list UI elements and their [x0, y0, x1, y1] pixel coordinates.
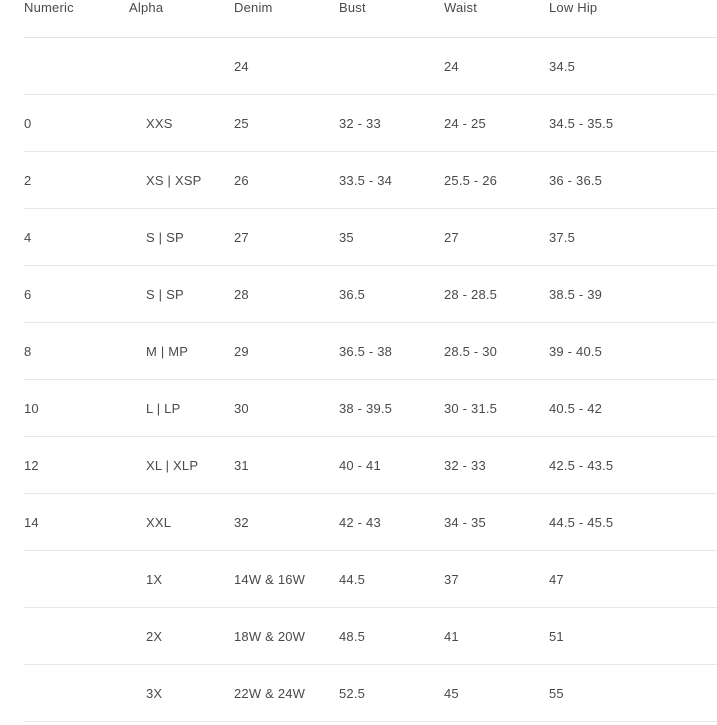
cell-alpha — [129, 665, 234, 722]
cell-text: 3X — [146, 685, 163, 701]
cell-text: 38 - 39.5 — [339, 400, 393, 416]
cell-alpha — [129, 380, 234, 437]
cell-text: 25.5 - 26 — [444, 172, 498, 188]
cell-text: 32 - 33 — [339, 115, 381, 131]
cell-text: 32 - 33 — [444, 457, 486, 473]
cell-text: 24 - 25 — [444, 115, 486, 131]
cell-text: 36.5 - 38 — [339, 343, 393, 359]
column-header-numeric: Numeric — [24, 0, 74, 15]
cell-bust — [339, 152, 444, 209]
cell-text: XL | XLP — [146, 457, 199, 473]
cell-low-hip — [549, 437, 717, 494]
cell-text: 0 — [24, 115, 32, 131]
cell-text: 52.5 — [339, 685, 366, 701]
cell-text: 8 — [24, 343, 32, 359]
cell-numeric — [24, 266, 129, 323]
cell-low-hip — [549, 209, 717, 266]
table-row — [24, 551, 717, 608]
cell-text: XXL — [146, 514, 172, 530]
cell-waist — [444, 209, 549, 266]
cell-alpha — [129, 437, 234, 494]
cell-alpha — [129, 95, 234, 152]
cell-text: 34.5 - 35.5 — [549, 115, 614, 131]
cell-text: 45 — [444, 685, 459, 701]
column-header-denim: Denim — [234, 0, 273, 15]
cell-text: 31 — [234, 457, 249, 473]
cell-text: 28 - 28.5 — [444, 286, 498, 302]
cell-numeric — [24, 665, 129, 722]
cell-text: 18W & 20W — [234, 628, 306, 644]
cell-text: 55 — [549, 685, 564, 701]
cell-text: 47 — [549, 571, 564, 587]
cell-numeric — [24, 95, 129, 152]
cell-text: 36.5 — [339, 286, 366, 302]
cell-low-hip — [549, 551, 717, 608]
cell-alpha — [129, 551, 234, 608]
cell-denim — [234, 152, 339, 209]
table-row — [24, 437, 717, 494]
cell-denim — [234, 38, 339, 95]
cell-text: 6 — [24, 286, 32, 302]
cell-text: 36 - 36.5 — [549, 172, 603, 188]
cell-alpha — [129, 266, 234, 323]
cell-text: 51 — [549, 628, 564, 644]
cell-text: 39 - 40.5 — [549, 343, 603, 359]
cell-text: S | SP — [146, 286, 184, 302]
cell-denim — [234, 380, 339, 437]
cell-denim — [234, 551, 339, 608]
cell-text: L | LP — [146, 400, 181, 416]
cell-text: 35 — [339, 229, 354, 245]
table-row — [24, 95, 717, 152]
cell-text: 29 — [234, 343, 249, 359]
cell-text: 42.5 - 43.5 — [549, 457, 614, 473]
table-row — [24, 323, 717, 380]
cell-bust — [339, 95, 444, 152]
cell-numeric — [24, 437, 129, 494]
cell-low-hip — [549, 494, 717, 551]
cell-text: 44.5 - 45.5 — [549, 514, 614, 530]
cell-text: M | MP — [146, 343, 189, 359]
cell-bust — [339, 38, 444, 95]
cell-numeric — [24, 38, 129, 95]
cell-text: 25 — [234, 115, 249, 131]
cell-text: 30 - 31.5 — [444, 400, 498, 416]
cell-bust — [339, 608, 444, 665]
cell-numeric — [24, 494, 129, 551]
cell-waist — [444, 665, 549, 722]
cell-waist — [444, 323, 549, 380]
cell-text: 2 — [24, 172, 32, 188]
table-row — [24, 494, 717, 551]
cell-waist — [444, 38, 549, 95]
cell-text: 44.5 — [339, 571, 366, 587]
cell-text: 30 — [234, 400, 249, 416]
table-row — [24, 266, 717, 323]
cell-text: 28 — [234, 286, 249, 302]
cell-bust — [339, 494, 444, 551]
cell-text: 12 — [24, 457, 39, 473]
cell-waist — [444, 266, 549, 323]
cell-alpha — [129, 608, 234, 665]
cell-bust — [339, 323, 444, 380]
cell-text: 40 - 41 — [339, 457, 381, 473]
cell-denim — [234, 665, 339, 722]
table-header — [24, 0, 717, 38]
cell-text: 32 — [234, 514, 249, 530]
cell-text: 33.5 - 34 — [339, 172, 393, 188]
cell-low-hip — [549, 38, 717, 95]
cell-bust — [339, 266, 444, 323]
cell-waist — [444, 608, 549, 665]
table-row — [24, 380, 717, 437]
cell-text: 24 — [444, 58, 459, 74]
cell-numeric — [24, 608, 129, 665]
table-body — [24, 38, 717, 722]
cell-low-hip — [549, 95, 717, 152]
cell-alpha — [129, 494, 234, 551]
cell-denim — [234, 494, 339, 551]
cell-denim — [234, 95, 339, 152]
cell-waist — [444, 380, 549, 437]
cell-text: 24 — [234, 58, 249, 74]
cell-denim — [234, 437, 339, 494]
cell-alpha — [129, 323, 234, 380]
cell-waist — [444, 437, 549, 494]
cell-text: 2X — [146, 628, 163, 644]
cell-text: 40.5 - 42 — [549, 400, 603, 416]
cell-numeric — [24, 209, 129, 266]
table-row — [24, 608, 717, 665]
cell-text: 28.5 - 30 — [444, 343, 498, 359]
cell-bust — [339, 437, 444, 494]
cell-low-hip — [549, 323, 717, 380]
cell-denim — [234, 323, 339, 380]
cell-numeric — [24, 323, 129, 380]
table-header-row — [24, 0, 717, 38]
cell-bust — [339, 665, 444, 722]
cell-text: 26 — [234, 172, 249, 188]
cell-text: 34 - 35 — [444, 514, 486, 530]
cell-text: 27 — [234, 229, 249, 245]
cell-low-hip — [549, 380, 717, 437]
cell-low-hip — [549, 665, 717, 722]
cell-low-hip — [549, 266, 717, 323]
cell-text: 48.5 — [339, 628, 366, 644]
cell-numeric — [24, 380, 129, 437]
cell-numeric — [24, 551, 129, 608]
cell-bust — [339, 209, 444, 266]
cell-alpha — [129, 152, 234, 209]
table-row — [24, 665, 717, 722]
cell-text: 22W & 24W — [234, 685, 306, 701]
cell-text: 34.5 — [549, 58, 576, 74]
column-header-low-hip: Low Hip — [549, 0, 598, 15]
cell-text: 14 — [24, 514, 39, 530]
table-row — [24, 38, 717, 95]
cell-text: 14W & 16W — [234, 571, 306, 587]
cell-text: 37 — [444, 571, 459, 587]
cell-low-hip — [549, 152, 717, 209]
cell-text: 42 - 43 — [339, 514, 381, 530]
cell-alpha — [129, 209, 234, 266]
cell-low-hip — [549, 608, 717, 665]
cell-waist — [444, 494, 549, 551]
cell-text: 38.5 - 39 — [549, 286, 603, 302]
cell-text: XXS — [146, 115, 173, 131]
column-header-alpha: Alpha — [129, 0, 164, 15]
cell-text: 4 — [24, 229, 32, 245]
table-row — [24, 152, 717, 209]
size-chart-table — [24, 0, 717, 722]
cell-denim — [234, 266, 339, 323]
cell-denim — [234, 209, 339, 266]
cell-denim — [234, 608, 339, 665]
column-header-waist: Waist — [444, 0, 478, 15]
cell-alpha — [129, 38, 234, 95]
cell-text: 41 — [444, 628, 459, 644]
cell-text: 1X — [146, 571, 163, 587]
cell-text: 27 — [444, 229, 459, 245]
cell-text: XS | XSP — [146, 172, 202, 188]
cell-waist — [444, 152, 549, 209]
cell-text: 37.5 — [549, 229, 576, 245]
cell-waist — [444, 551, 549, 608]
table-row — [24, 209, 717, 266]
cell-text: S | SP — [146, 229, 184, 245]
cell-bust — [339, 380, 444, 437]
cell-text: 10 — [24, 400, 39, 416]
cell-numeric — [24, 152, 129, 209]
cell-waist — [444, 95, 549, 152]
column-header-bust: Bust — [339, 0, 366, 15]
cell-bust — [339, 551, 444, 608]
